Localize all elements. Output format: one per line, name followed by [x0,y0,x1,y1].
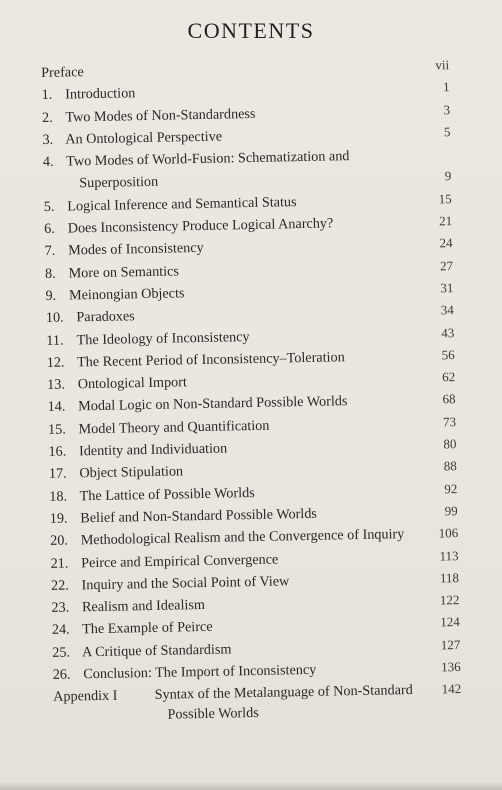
entry-number: 18. [49,488,68,505]
entry-title-continuation: Possible Worlds [167,705,259,724]
entry-title-continuation: Superposition [79,174,159,192]
entry-number: 13. [47,376,66,394]
entry-number: 8. [44,265,56,282]
toc-entry [43,143,452,195]
entry-title: Belief and Non-Standard Possible Worlds [80,505,318,527]
entry-page: 88 [443,458,457,474]
entry-number: 24. [51,621,70,639]
entry-number: 6. [44,220,55,238]
entry-number: 7. [44,243,56,260]
entry-title: The Example of Peirce [82,619,213,638]
entry-page: 106 [438,525,459,541]
entry-page: 142 [441,681,462,697]
entry-page: 56 [441,346,455,363]
entry-title: Syntax of the Metalanguage of Non-Standard [154,682,413,704]
entry-title: Identity and Individuation [78,440,228,460]
entry-title: Methodological Realism and the Convergence of Inquiry [80,526,405,549]
entry-title: Peirce and Empirical Convergence [81,551,279,571]
entry-title: Conclusion: The Import of Inconsistency [83,661,317,683]
entry-number: 1. [41,87,53,104]
entry-page: 62 [441,369,456,385]
entry-number: 9. [45,287,57,304]
entry-title: Two Modes of World-Fusion: Schematization and [66,148,350,170]
entry-number: 3. [42,131,54,148]
entry-number: 12. [46,354,65,371]
appendix-label: Appendix I [53,687,118,706]
entry-title: Does Inconsistency Produce Logical Anarchy? [67,215,334,237]
entry-number: 17. [48,465,67,483]
entry-title: Modes of Inconsistency [68,240,204,259]
entry-page: 1 [442,79,450,95]
entry-number: 16. [48,443,67,460]
entry-page: 136 [441,659,461,675]
entry-title: Paradoxes [76,308,135,326]
entry-title: More on Semantics [68,263,180,282]
page-title: CONTENTS [187,18,315,43]
entry-title: Introduction [65,85,136,103]
entry-title: Model Theory and Quantification [78,417,270,438]
entry-number: 5. [43,198,55,215]
entry-title: Preface [41,64,84,81]
entry-number: 26. [52,666,71,683]
entry-page: 43 [441,324,455,340]
entry-page: 31 [440,280,454,296]
entry-page: 15 [438,190,452,207]
entry-title: Realism and Idealism [81,597,206,616]
entry-page: 92 [444,480,458,496]
entry-page: 68 [442,391,456,407]
toc-entry-appendix [53,678,462,726]
entry-number: 22. [50,577,69,594]
entry-title: Ontological Import [77,374,188,393]
entry-page: 127 [440,636,461,653]
entry-page: 73 [442,413,457,430]
entry-page: vii [435,57,450,73]
entry-page: 34 [440,302,454,318]
entry-number: 10. [45,309,64,327]
entry-number: 15. [47,421,66,438]
entry-page: 99 [444,503,458,519]
entry-page: 9 [444,168,452,184]
entry-number: 20. [50,532,69,550]
entry-page: 122 [439,592,460,608]
page-edge-shadow [0,782,502,790]
entry-number: 4. [42,153,54,171]
entry-page: 80 [443,436,457,452]
entry-page: 3 [443,101,451,117]
entry-number: 19. [49,510,68,527]
entry-number: 11. [46,332,64,349]
entry-title: Object Stipulation [79,463,184,482]
entry-title: Meinongian Objects [68,285,185,304]
entry-number: 21. [50,555,69,572]
entry-page: 5 [443,124,451,140]
entry-number: 14. [47,399,66,416]
entry-page: 113 [439,547,459,563]
entry-title: The Recent Period of Inconsistency–Toleration [76,349,345,371]
entry-number: 25. [52,644,71,661]
entry-page: 21 [438,213,453,229]
entry-title: An Ontological Perspective [65,128,223,148]
entry-title: The Ideology of Inconsistency [76,328,250,348]
entry-page: 24 [439,235,453,251]
entry-title: A Critique of Standardism [81,641,232,661]
entry-title: Inquiry and the Social Point of View [81,573,290,594]
entry-title: Two Modes of Non-Standardness [65,105,256,126]
entry-title: Logical Inference and Semantical Status [67,193,297,215]
entry-page: 124 [440,614,460,630]
entry-page: 118 [439,569,460,586]
table-of-contents [41,54,462,726]
entry-number: 2. [41,109,53,126]
entry-title: Modal Logic on Non-Standard Possible Worlds [78,393,348,415]
entry-title: The Lattice of Possible Worlds [79,484,255,504]
entry-page: 27 [439,257,454,274]
entry-number: 23. [51,599,70,617]
